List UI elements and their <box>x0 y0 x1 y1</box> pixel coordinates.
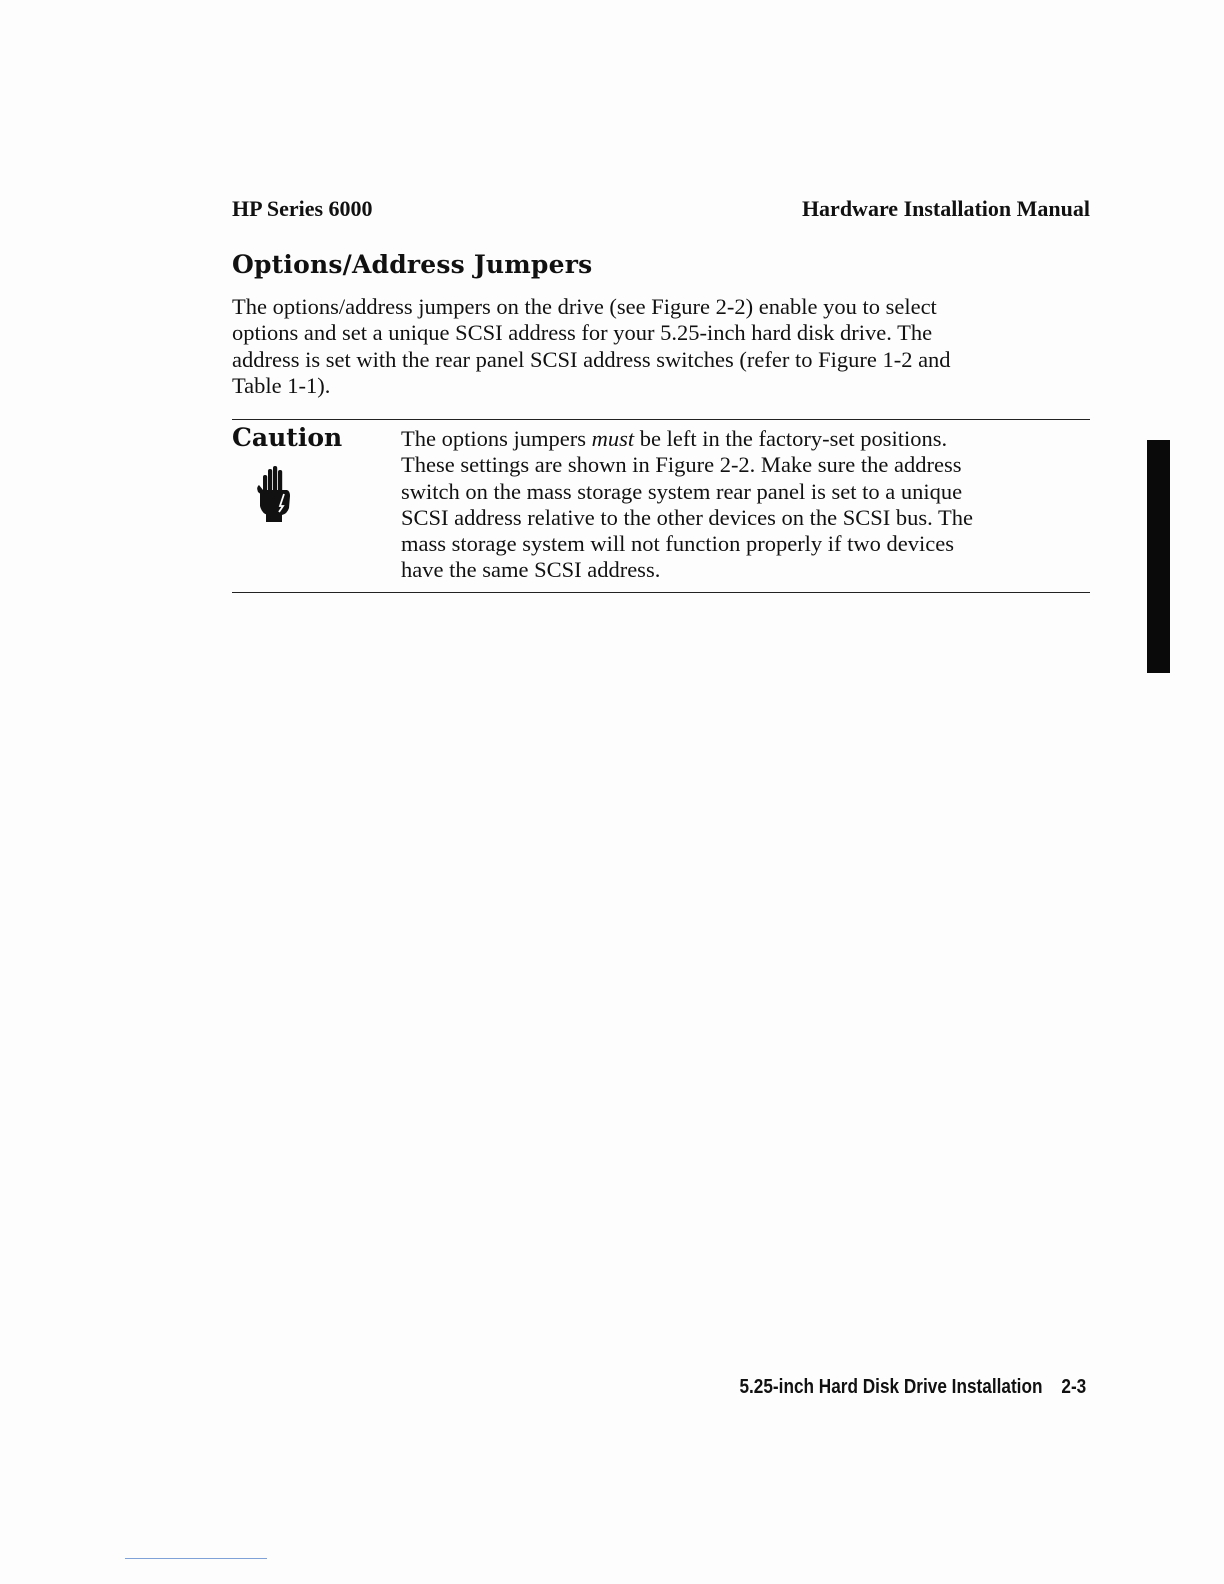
intro-line: The options/address jumpers on the drive (see Figure 2-2) enable you to select <box>232 294 937 319</box>
page-footer <box>739 1376 1086 1399</box>
caution-line: These settings are shown in Figure 2-2. Make sure the address <box>401 452 962 478</box>
caution-line: have the same SCSI address. <box>401 557 661 583</box>
caution-line: switch on the mass storage system rear panel is set to a unique <box>401 478 963 504</box>
caution-line: SCSI address relative to the other devices on the SCSI bus. The <box>401 504 973 530</box>
intro-line: options and set a unique SCSI address for your 5.25-inch hard disk drive. The <box>232 320 933 346</box>
caution-bottom-divider <box>232 592 1090 593</box>
bottom-divider <box>125 1558 267 1559</box>
caution-text <box>401 426 1091 584</box>
intro-line: Table 1-1). <box>232 372 331 398</box>
hand-stop-icon <box>253 466 295 522</box>
caution-emphasis: must <box>591 426 635 451</box>
caution-line: mass storage system will not function properly if two devices <box>401 531 955 557</box>
caution-line: The options jumpers must be left in the factory-set positions. <box>401 426 948 451</box>
caution-label: Caution <box>232 423 343 452</box>
chapter-thumb-tab <box>1147 440 1170 673</box>
intro-line: address is set with the rear panel SCSI address switches (refer to Figure 1-2 and <box>232 346 951 372</box>
header-left-title: HP Series 6000 <box>232 196 373 221</box>
caution-top-divider <box>232 419 1090 420</box>
header-right-title: Hardware Installation Manual <box>801 196 1090 221</box>
section-title: Options/Address Jumpers <box>232 250 593 279</box>
page-number: 2-3 <box>1061 1376 1086 1398</box>
intro-paragraph <box>232 294 1092 399</box>
footer-chapter-title: 5.25-inch Hard Disk Drive Installation <box>739 1376 1043 1398</box>
